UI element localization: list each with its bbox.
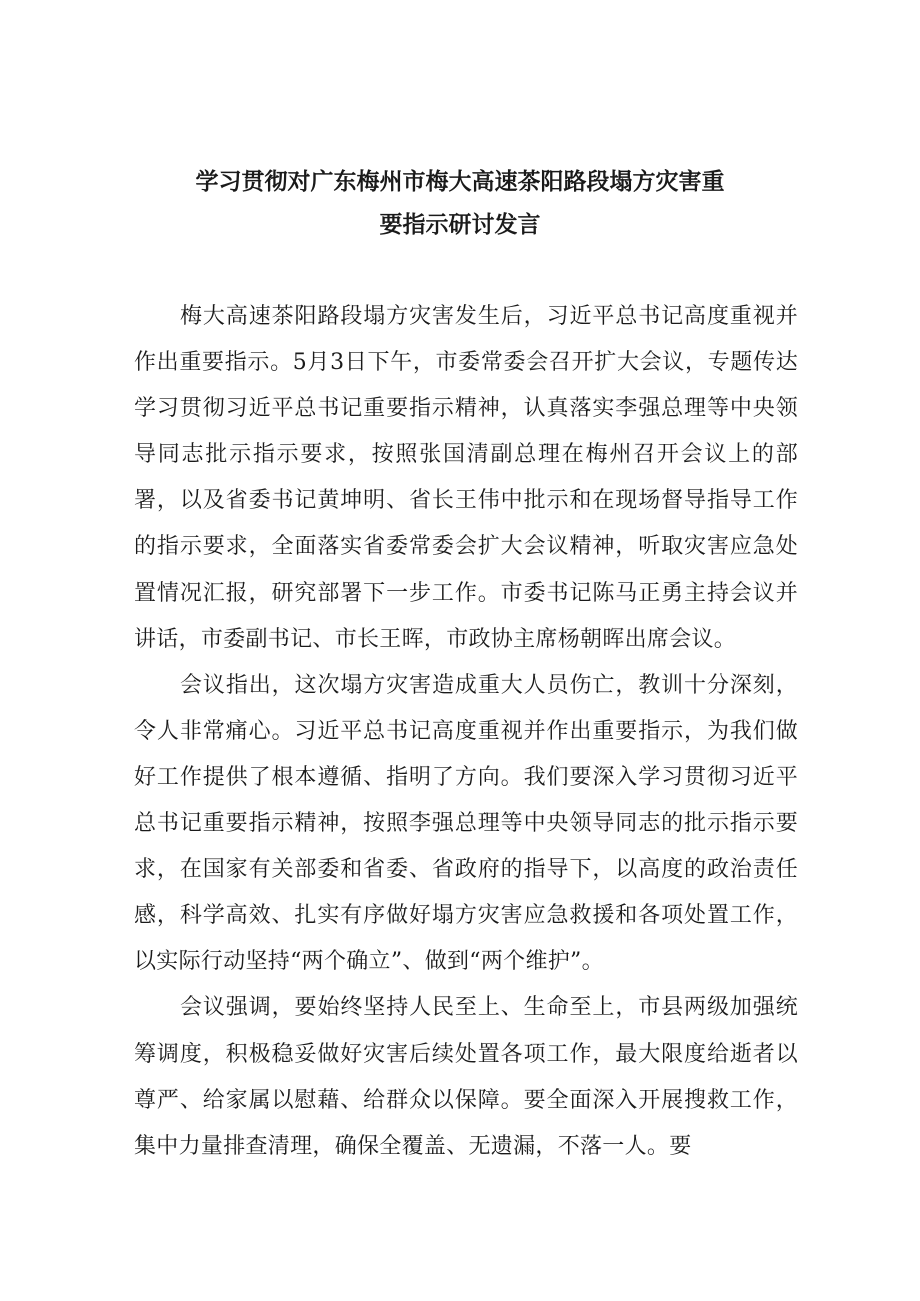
paragraph-1: 梅大高速茶阳路段塌方灾害发生后，习近平总书记高度重视并作出重要指示。5月3日下午，市委常委会召开扩大会议，专题传达学习贯彻习近平总书记重要指示精神，认真落实李强总理等中央领导同志批示指示要求，按照张国清副总理在梅州召开会议上的部署，以及省委书记黄坤明、省长王伟中批示和在现场督导指导工作的指示要求，全面落实省委常委会扩大会议精神，听取灾害应急处置情况汇报，研究部署下一步工作。市委书记陈马正勇主持会议并讲话，市委副书记、市长王晖，市政协主席杨朝晖出席会议。 (134, 304, 798, 652)
document-body (134, 294, 798, 1170)
document-title-line-2: 要指示研讨发言 (379, 212, 541, 238)
paragraph-3: 会议强调，要始终坚持人民至上、生命至上，市县两级加强统筹调度，积极稳妥做好灾害后续处置各项工作，最大限度给逝者以尊严、给家属以慰藉、给群众以保障。要全面深入开展搜救工作，集中力量排查清理，确保全覆盖、无遗漏，不落一人。要 (134, 995, 798, 1159)
document-title-line-1: 学习贯彻对广东梅州市梅大高速茶阳路段塌方灾害重 (195, 169, 725, 195)
paragraph-2: 会议指出，这次塌方灾害造成重大人员伤亡，教训十分深刻，令人非常痛心。习近平总书记高度重视并作出重要指示，为我们做好工作提供了根本遵循、指明了方向。我们要深入学习贯彻习近平总书记重要指示精神，按照李强总理等中央领导同志的批示指示要求，在国家有关部委和省委、省政府的指导下，以高度的政治责任感，科学高效、扎实有序做好塌方灾害应急救援和各项处置工作，以实际行动坚持“两个确立”、做到“两个维护”。 (134, 672, 798, 975)
